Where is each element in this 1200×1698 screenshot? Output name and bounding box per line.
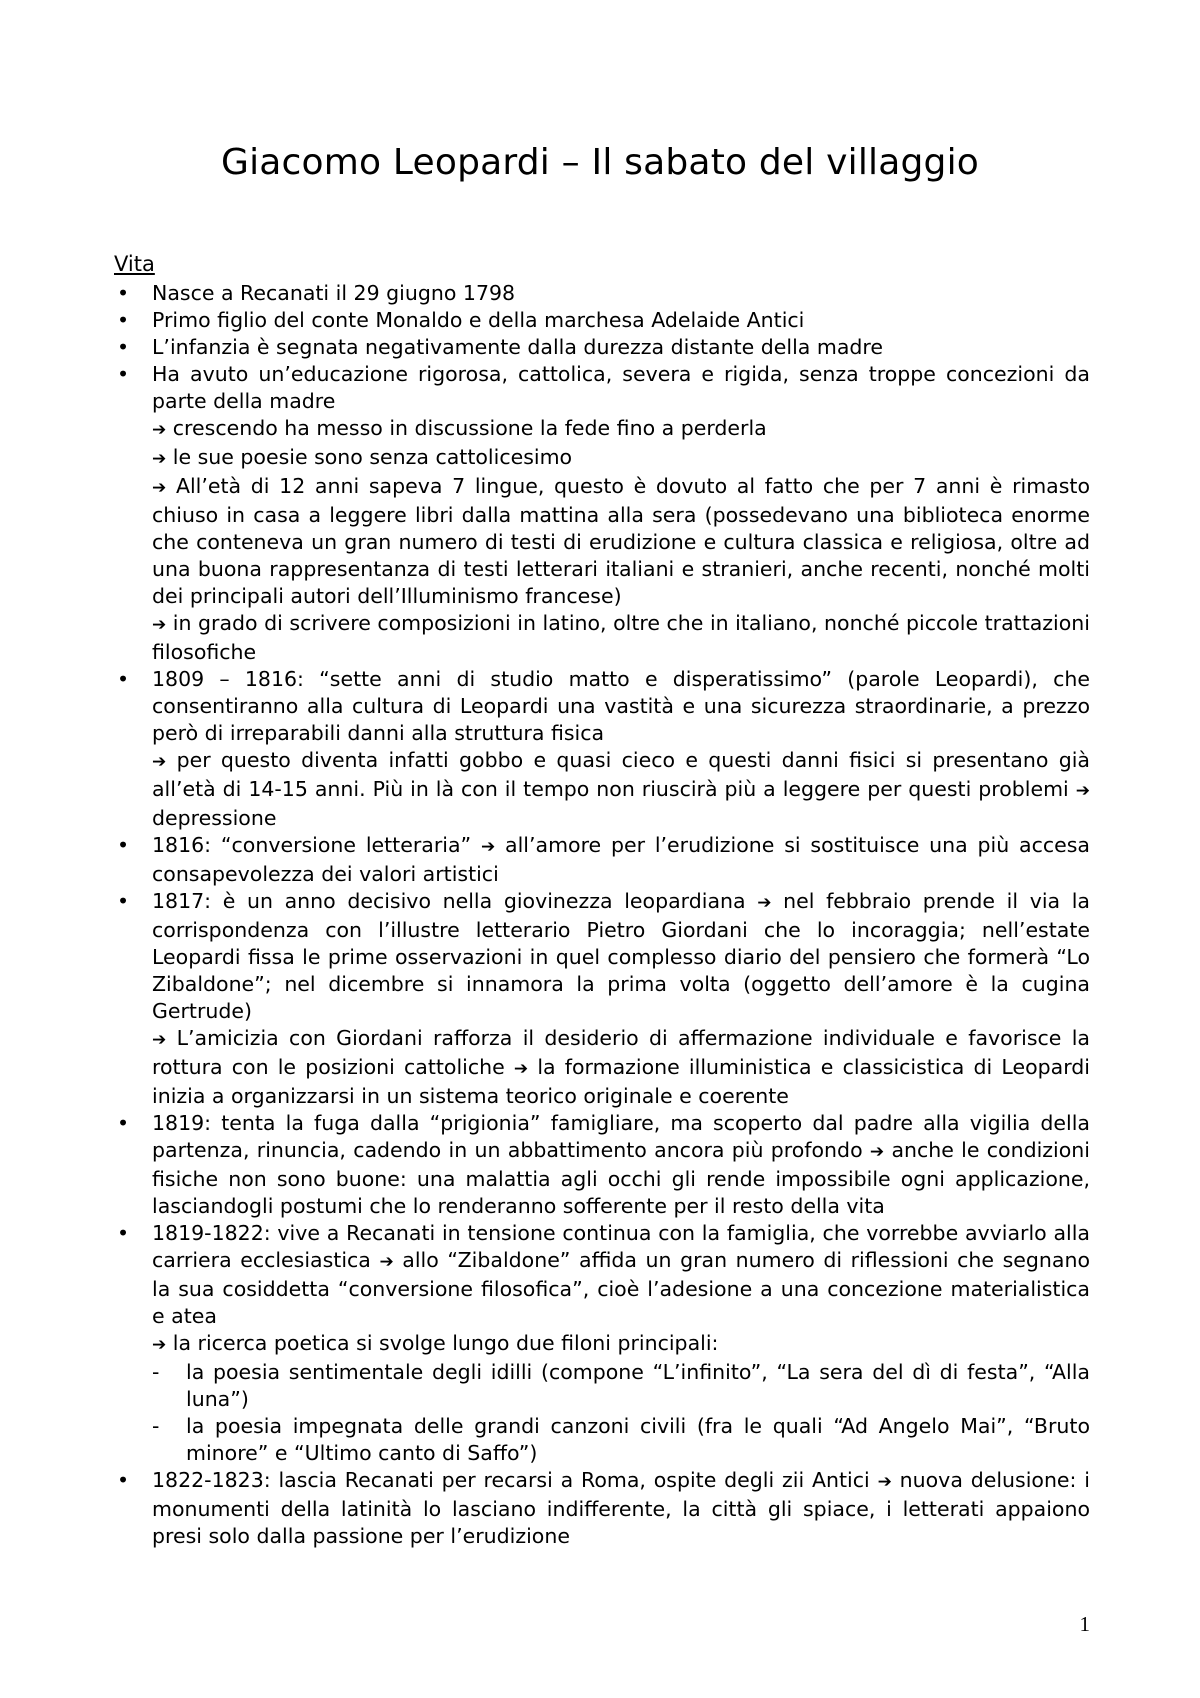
bullet-text: nel febbraio prende il via la corrispondenza con l’illustre letterario Pietro Giordani che lo incoraggia; nell’estate Leopardi fissa le prime osservazioni in quel complesso diario del pensiero che formerà “Lo Zibaldone”; nel dicembre si innamora la prima volta (oggetto dell’amore è la cugina Gertrude) [152,889,1090,1023]
bullet-text: All’età di 12 anni sapeva 7 lingue, questo è dovuto al fatto che per 7 anni è rimasto chiuso in casa a leggere libri dalla mattina alla sera (possedevano una biblioteca enorme che conteneva un gran numero di testi di erudizione e cultura classica e religiosa, oltre ad una buona rappresentanza di testi letterari italiani e stranieri, anche recenti, nonché molti dei principali autori dell’Illuminismo francese) [152,474,1090,608]
bullet-line [152,444,1090,473]
arrow-icon: ➔ [877,1472,892,1492]
arrow-icon: ➔ [152,478,167,498]
bullet-text: L’amicizia con Giordani rafforza il desiderio di affermazione individuale e favorisce la rottura con le posizioni cattoliche [152,1026,1090,1079]
section-heading-vita: Vita [114,252,155,276]
bullet-text: la ricerca poetica si svolge lungo due filoni principali: [172,1331,719,1355]
bullet-text: crescendo ha messo in discussione la fede fino a perderla [172,416,767,440]
bullet-icon: • [116,335,130,359]
bullet-text: 1819: tenta la fuga dalla “prigionia” famigliare, ma scoperto dal padre alla vigilia della partenza, rinuncia, cadendo in un abbattimento ancora più profondo [152,1111,1090,1162]
bullet-line [152,334,1090,361]
arrow-icon: ➔ [379,1252,394,1272]
bullet-line [152,1330,1090,1359]
sub-list-item [152,1413,1090,1467]
bullet-text: la formazione illuministica e classicistica di Leopardi inizia a organizzarsi in un sistema teorico originale e coerente [152,1055,1090,1108]
arrow-icon: ➔ [152,449,167,469]
bullet-text: in grado di scrivere composizioni in latino, oltre che in italiano, nonché piccole trattazioni filosofiche [152,611,1090,664]
arrow-icon: ➔ [1075,781,1090,801]
bullet-text: 1816: “conversione letteraria” [152,833,472,857]
bullet-item [114,1110,1090,1220]
bullet-item [114,666,1090,832]
bullet-line [152,415,1090,444]
bullet-text: nuova delusione: i monumenti della latinità lo lasciano indifferente, la città gli spiace, i letterati appaiono presi solo dalla passione per l’erudizione [152,1468,1090,1548]
bullet-text: la poesia sentimentale degli idilli (compone “L’infinito”, “La sera del dì di festa”, “Alla luna”) [186,1360,1090,1411]
bullet-icon: • [116,1111,130,1135]
arrow-icon: ➔ [152,752,167,772]
bullet-item [114,361,1090,666]
bullet-text: 1822-1823: lascia Recanati per recarsi a Roma, ospite degli zii Antici [152,1468,870,1492]
bullet-text: anche le condizioni fisiche non sono buone: una malattia agli occhi gli rende impossibile ogni applicazione, lasciandogli postumi che lo renderanno sofferente per il resto della vita [152,1138,1090,1218]
bullet-text: all’amore per l’erudizione si sostituisce una più accesa consapevolezza dei valori artistici [152,833,1090,886]
bullet-item [114,1220,1090,1467]
bullet-text: Primo figlio del conte Monaldo e della marchesa Adelaide Antici [152,308,805,332]
bullet-line [152,280,1090,307]
bullet-item [114,832,1090,888]
bullet-item [114,280,1090,307]
bullet-text: depressione [152,806,277,830]
document-title: Giacomo Leopardi – Il sabato del villaggio [220,142,980,183]
bullet-line [152,666,1090,747]
bullet-icon: • [116,1221,130,1245]
bullet-line [152,610,1090,666]
bullet-icon: • [116,889,130,913]
bullet-text: la poesia impegnata delle grandi canzoni civili (fra le quali “Ad Angelo Mai”, “Bruto minore” e “Ultimo canto di Saffo”) [186,1414,1090,1465]
bullet-text: 1819-1822: vive a Recanati in tensione continua con la famiglia, che vorrebbe avviarlo alla carriera ecclesiastica [152,1221,1090,1272]
arrow-icon: ➔ [152,1335,167,1355]
bullet-text: 1817: è un anno decisivo nella giovinezza leopardiana [152,889,746,913]
bullet-item [114,307,1090,334]
arrow-icon: ➔ [757,893,772,913]
bullet-icon: • [116,1468,130,1492]
bullet-icon: • [116,281,130,305]
bullet-text: allo “Zibaldone” affida un gran numero di riflessioni che segnano la sua cosiddetta “conversione filosofica”, cioè l’adesione a una concezione materialistica e atea [152,1248,1090,1328]
dash-icon: - [152,1360,160,1384]
bullet-icon: • [116,308,130,332]
bullet-item [114,334,1090,361]
bullet-item [114,1467,1090,1550]
bullet-line [152,361,1090,415]
page-number: 1 [1079,1612,1090,1636]
bullet-icon: • [116,833,130,857]
arrow-icon: ➔ [152,615,167,635]
dash-icon: - [152,1414,160,1438]
bullet-text: L’infanzia è segnata negativamente dalla durezza distante della madre [152,335,884,359]
bullet-line [152,1110,1090,1220]
arrow-icon: ➔ [152,1030,167,1050]
bullet-text: 1809 – 1816: “sette anni di studio matto e disperatissimo” (parole Leopardi), che consentiranno alla cultura di Leopardi una vastità e una sicurezza straordinarie, a prezzo però di irreparabili danni alla struttura fisica [152,667,1090,745]
bullet-list [114,280,1090,1550]
bullet-line [152,307,1090,334]
bullet-line [152,747,1090,832]
bullet-line [152,832,1090,888]
sub-list-item [152,1359,1090,1413]
bullet-line [152,473,1090,610]
bullet-text: le sue poesie sono senza cattolicesimo [172,445,573,469]
bullet-icon: • [116,362,130,386]
bullet-text: per questo diventa infatti gobbo e quasi cieco e questi danni fisici si presentano già all’età di 14-15 anni. Più in là con il tempo non riuscirà più a leggere per questi problemi [152,748,1090,801]
bullet-line [152,1220,1090,1330]
bullet-line [152,1025,1090,1110]
arrow-icon: ➔ [869,1142,885,1162]
bullet-item [114,888,1090,1110]
bullet-icon: • [116,667,130,691]
bullet-text: Ha avuto un’educazione rigorosa, cattolica, severa e rigida, senza troppe concezioni da parte della madre [152,362,1090,413]
arrow-icon: ➔ [513,1059,529,1079]
bullet-line [152,1467,1090,1550]
bullet-text: Nasce a Recanati il 29 giugno 1798 [152,281,516,305]
arrow-icon: ➔ [152,420,167,440]
arrow-icon: ➔ [480,837,496,857]
bullet-line [152,888,1090,1025]
